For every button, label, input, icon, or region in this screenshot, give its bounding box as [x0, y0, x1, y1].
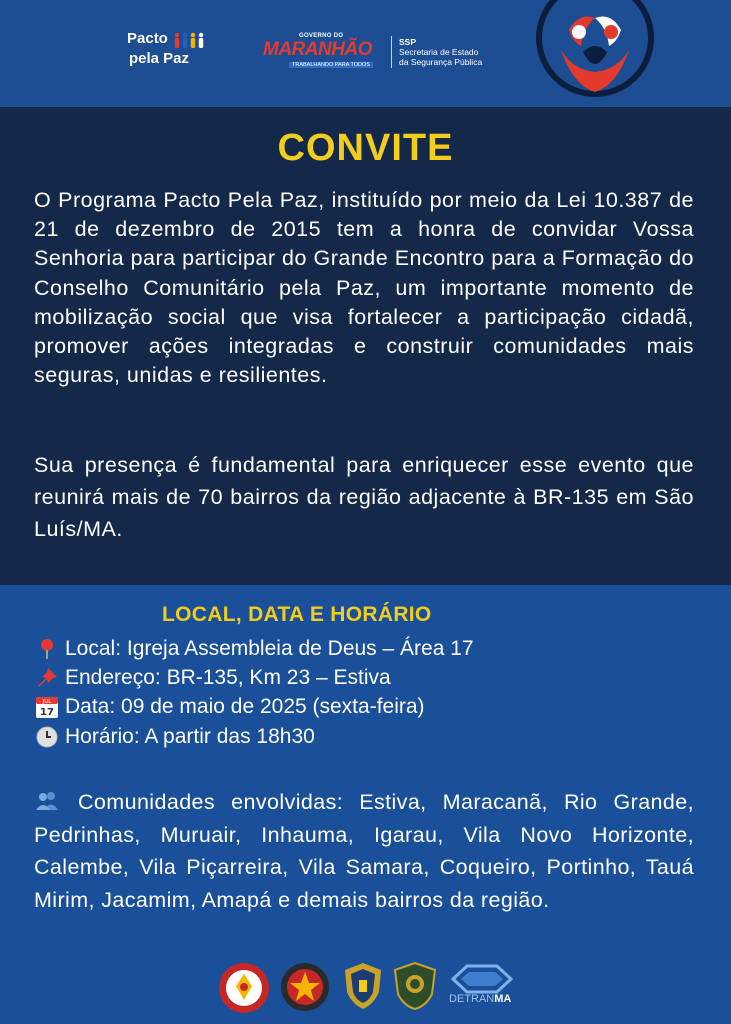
pacto-logo-line2: pela Paz	[129, 50, 190, 67]
location-text: Local: Igreja Assembleia de Deus – Área 17	[65, 637, 474, 660]
ssp-logo	[399, 37, 482, 67]
people-figures-icon	[173, 32, 213, 50]
detran-suffix: MA	[494, 993, 512, 1005]
ssp-line2: da Segurança Pública	[399, 57, 483, 67]
invite-paragraph-2: Sua presença é fundamental para enriquecer esse evento que reunirá mais de 70 bairros da região adjacente à BR-135 em São Luís/MA.	[34, 453, 694, 541]
bombeiro-militar-seal-icon	[218, 962, 270, 1014]
pericia-oficial-seal-icon	[394, 962, 436, 1010]
communities-text: Comunidades envolvidas: Estiva, Maracanã, Rio Grande, Pedrinhas, Muruair, Inhauma, Igarau, Vila Novo Horizonte, Calembe, Vila Piçarreira, Vila Samara, Coqueiro, Portinho, Tauá Mirim, Jacamim, Amapá e demais bairros da região.	[34, 790, 694, 912]
invite-title: CONVITE	[277, 127, 454, 169]
location-row	[34, 634, 474, 663]
policia-militar-seal-icon	[280, 962, 330, 1012]
maranhao-logo-tagline: TRABALHANDO PARA TODOS	[289, 62, 373, 68]
detran-label	[449, 993, 511, 1005]
date-row	[34, 692, 425, 721]
pushpin-icon	[34, 666, 60, 690]
invite-paragraph-1: O Programa Pacto Pela Paz, instituído por meio da Lei 10.387 de 21 de dezembro de 2015 tem a honra de convidar Vossa Senhoria para participar do Grande Encontro para a Formação do Conselho Comunitário pela Paz, um importante momento de mobilização social que visa fortalecer a participação cidadã, promover ações integradas e construir comunidades mais seguras, unidas e resilientes.	[34, 188, 694, 388]
calendar-month: JUL	[42, 698, 52, 705]
policia-civil-seal-icon	[344, 962, 382, 1010]
governo-maranhao-logo	[263, 33, 381, 71]
people-icon	[34, 788, 60, 808]
pacto-pela-paz-logo	[127, 30, 213, 74]
calendar-day: 17	[40, 706, 54, 718]
time-text: Horário: A partir das 18h30	[65, 725, 315, 748]
ssp-abbr: SSP	[399, 37, 417, 47]
address-row	[34, 663, 391, 692]
time-row	[34, 722, 315, 751]
logo-divider	[391, 36, 392, 68]
address-text: Endereço: BR-135, Km 23 – Estiva	[65, 666, 391, 689]
detran-prefix: DETRAN	[449, 993, 495, 1005]
ssp-line1: Secretaria de Estado	[399, 47, 479, 57]
pacto-logo-line1: Pacto	[127, 30, 168, 47]
communities-paragraph	[34, 786, 694, 916]
round-pin-icon	[34, 637, 60, 661]
date-text: Data: 09 de maio de 2025 (sexta-feira)	[65, 695, 425, 718]
calendar-icon	[34, 695, 60, 719]
clock-icon	[34, 725, 60, 749]
maranhao-logo-name: MARANHÃO	[263, 39, 372, 60]
maranhao-logo-top: GOVERNO DO	[299, 33, 344, 39]
details-heading: LOCAL, DATA E HORÁRIO	[162, 603, 432, 626]
conselho-badge-icon	[533, 0, 658, 108]
